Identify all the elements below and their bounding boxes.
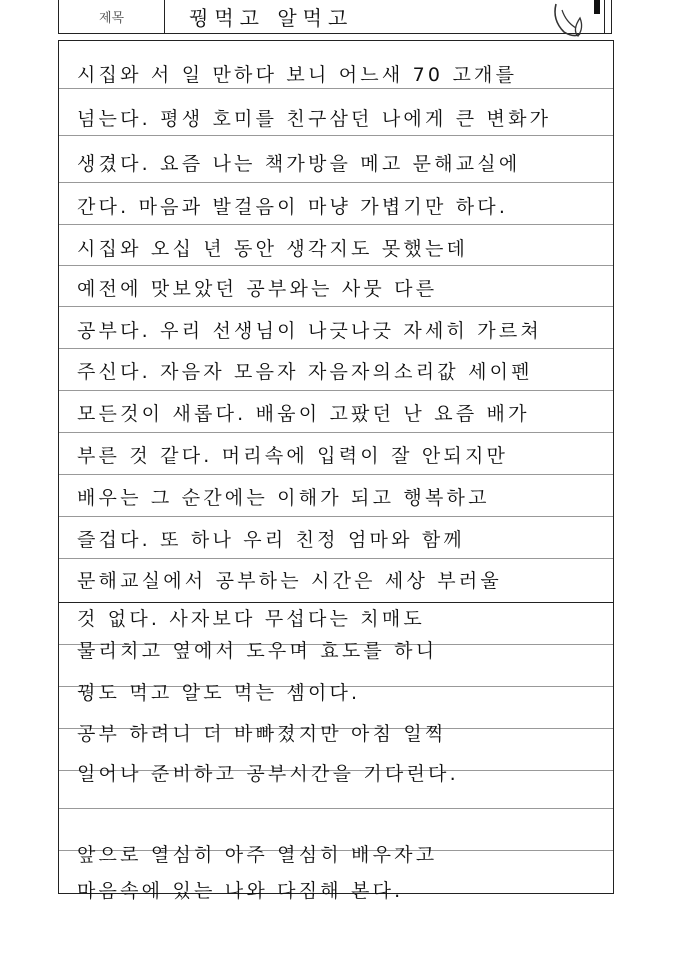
rule-line — [59, 224, 613, 225]
essay-line — [77, 795, 597, 827]
rule-line — [59, 182, 613, 183]
essay-line: 시집와 오십 년 동안 생각지도 못했는데 — [77, 238, 469, 260]
writing-sheet — [58, 40, 614, 902]
essay-line: 문해교실에서 공부하는 시간은 세상 부러울 — [77, 570, 502, 592]
seal-logo-icon — [550, 0, 602, 40]
rule-line — [59, 516, 613, 517]
rule-line — [59, 474, 613, 475]
essay-line: 예전에 맛보았던 공부와는 사뭇 다른 — [77, 278, 438, 300]
essay-line: 마음속에 있는 나와 다짐해 본다. — [77, 880, 404, 902]
essay-line: 공부 하려니 더 바빠졌지만 아침 일찍 — [77, 723, 447, 745]
essay-line: 앞으로 열심히 아주 열심히 배우자고 — [77, 844, 438, 866]
rule-line — [59, 88, 613, 89]
essay-line: 시집와 서 일 만하다 보니 어느새 70 고개를 — [77, 64, 518, 86]
rule-line — [59, 265, 613, 266]
rule-line — [59, 135, 613, 136]
essay-line: 꿩도 먹고 알도 먹는 셈이다. — [77, 682, 361, 704]
essay-line: 배우는 그 순간에는 이해가 되고 행복하고 — [77, 487, 490, 509]
rule-line — [59, 558, 613, 559]
essay-line: 생겼다. 요즘 나는 책가방을 메고 문해교실에 — [77, 153, 521, 175]
header-divider — [604, 0, 605, 33]
rule-line — [59, 348, 613, 349]
title-header — [58, 0, 612, 34]
essay-line: 공부다. 우리 선생님이 나긋나긋 자세히 가르쳐 — [77, 320, 542, 342]
rule-line — [59, 432, 613, 433]
rule-line — [59, 390, 613, 391]
essay-line: 간다. 마음과 발걸음이 마냥 가볍기만 하다. — [77, 196, 509, 218]
essay-title: 꿩먹고 알먹고 — [189, 6, 354, 30]
essay-line: 부른 것 같다. 머리속에 입력이 잘 안되지만 — [77, 445, 509, 467]
essay-line: 일어나 준비하고 공부시간을 기다린다. — [77, 763, 459, 785]
essay-line: 물리치고 옆에서 도우며 효도를 하니 — [77, 640, 438, 662]
essay-line: 것 없다. 사자보다 무섭다는 치매도 — [77, 608, 425, 630]
essay-line: 주신다. 자음자 모음자 자음자의소리값 세이펜 — [77, 361, 533, 383]
rule-line — [59, 306, 613, 307]
essay-line: 즐겁다. 또 하나 우리 친정 엄마와 함께 — [77, 529, 465, 551]
essay-line: 모든것이 새롭다. 배움이 고팠던 난 요즘 배가 — [77, 403, 530, 425]
essay-line: 넘는다. 평생 호미를 친구삼던 나에게 큰 변화가 — [77, 108, 552, 130]
title-label: 제목 — [59, 0, 165, 33]
